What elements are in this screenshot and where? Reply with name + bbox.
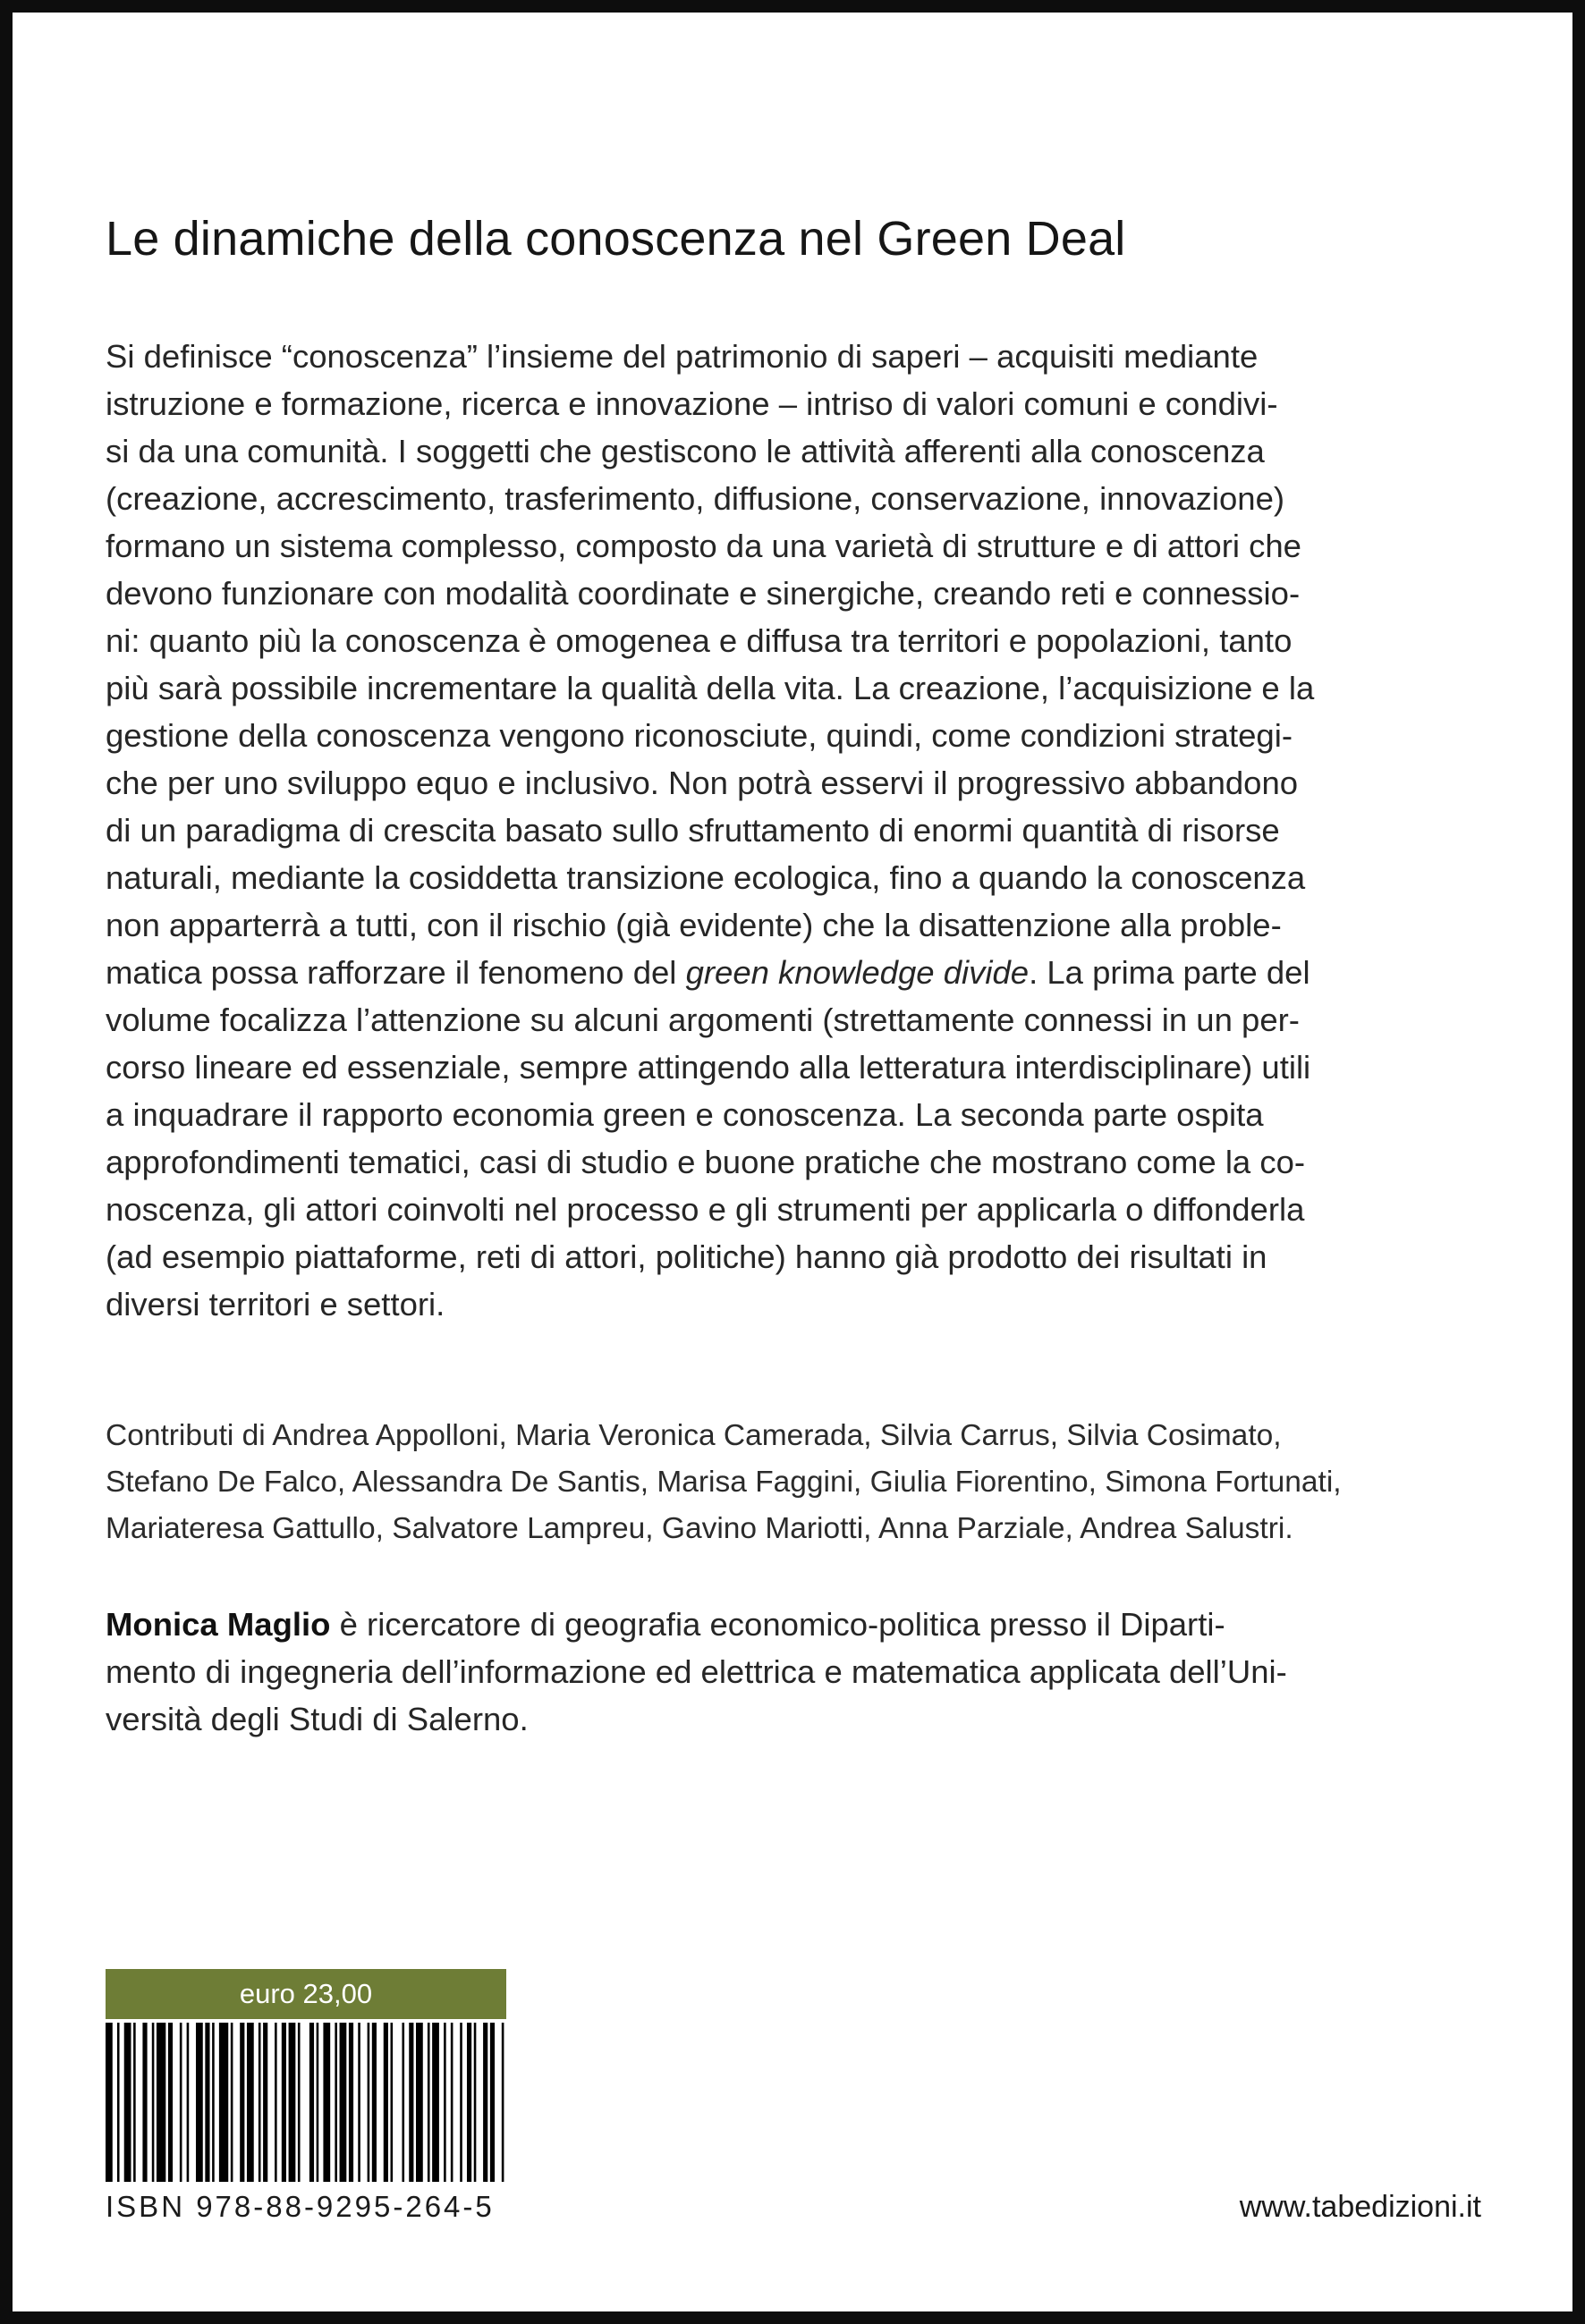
synopsis-line: devono funzionare con modalità coordinate e sinergiche, creando reti e connessio-: [106, 575, 1301, 612]
synopsis-line: più sarà possibile incrementare la qualità della vita. La creazione, l’acquisizione e la: [106, 670, 1315, 706]
synopsis-line: noscenza, gli attori coinvolti nel processo e gli strumenti per applicarla o diffonderla: [106, 1191, 1305, 1228]
barcode-bar: [106, 2023, 113, 2182]
barcode-bar: [263, 2023, 267, 2182]
synopsis-line: diversi territori e settori.: [106, 1286, 445, 1323]
barcode-bar: [428, 2023, 430, 2182]
barcode-bar: [358, 2023, 360, 2182]
synopsis-line: (ad esempio piattaforme, reti di attori, politiche) hanno già prodotto dei risultati in: [106, 1238, 1267, 1275]
barcode-bar: [416, 2023, 423, 2182]
barcode-bar: [432, 2023, 439, 2182]
synopsis-line: non apparterrà a tutti, con il rischio (già evidente) che la disattenzione alla proble-: [106, 907, 1282, 943]
barcode-bar: [402, 2023, 404, 2182]
barcode-bar: [391, 2023, 394, 2182]
barcode-bar: [180, 2023, 182, 2182]
synopsis-line: formano un sistema complesso, composto da una varietà di strutture e di attori che: [106, 528, 1301, 564]
barcode-bar: [196, 2023, 203, 2182]
barcode-bar: [259, 2023, 261, 2182]
synopsis-text: . La prima parte del: [1029, 954, 1310, 991]
barcode-bar: [335, 2023, 337, 2182]
author-bio-text: è ricercatore di geografia economico-politica presso il Diparti-: [330, 1606, 1225, 1643]
barcode-bar: [231, 2023, 233, 2182]
barcode-bar: [460, 2023, 462, 2182]
contributors-line: Contributi di Andrea Appolloni, Maria Veronica Camerada, Silvia Carrus, Silvia Cosimato,: [106, 1419, 1282, 1452]
barcode-bar: [349, 2023, 353, 2182]
italic-term: green knowledge divide: [685, 954, 1030, 991]
synopsis-line: naturali, mediante la cosiddetta transizione ecologica, fino a quando la conoscenza: [106, 859, 1306, 896]
synopsis-line: gestione della conoscenza vengono riconosciute, quindi, come condizioni strategi-: [106, 717, 1293, 754]
synopsis-line: ni: quanto più la conoscenza è omogenea e diffusa tra territori e popolazioni, tanto: [106, 622, 1293, 659]
barcode-bar: [340, 2023, 347, 2182]
barcode-bar: [168, 2023, 173, 2182]
barcode-bar: [142, 2023, 147, 2182]
barcode-bar: [282, 2023, 286, 2182]
barcode-bar: [298, 2023, 301, 2182]
price-label: euro 23,00: [106, 1969, 506, 2019]
publisher-website: www.tabedizioni.it: [1239, 2190, 1481, 2224]
barcode-bar: [157, 2023, 165, 2182]
barcode-bar: [317, 2023, 319, 2182]
synopsis-line: volume focalizza l’attenzione su alcuni argomenti (strettamente connessi in un per-: [106, 1001, 1300, 1038]
barcode-bar: [187, 2023, 190, 2182]
barcode-bar: [205, 2023, 209, 2182]
author-bio: [106, 1601, 1483, 1743]
synopsis: [106, 333, 1483, 1328]
contributors: [106, 1413, 1483, 1552]
barcode-bar: [409, 2023, 413, 2182]
synopsis-line: si da una comunità. I soggetti che gestiscono le attività afferenti alla conoscenza: [106, 433, 1265, 469]
synopsis-line: di un paradigma di crescita basato sullo sfruttamento di enormi quantità di risorse: [106, 812, 1280, 849]
barcode: [106, 2023, 506, 2182]
barcode-bar: [372, 2023, 377, 2182]
barcode-bar: [309, 2023, 314, 2182]
author-name: Monica Maglio: [106, 1606, 331, 1643]
barcode-bar: [490, 2023, 495, 2182]
synopsis-line-italic-phrase: [106, 949, 1483, 996]
author-bio-line: versità degli Studi di Salerno.: [106, 1701, 529, 1737]
barcode-bar: [240, 2023, 244, 2182]
barcode-bar: [133, 2023, 136, 2182]
barcode-bar: [247, 2023, 254, 2182]
barcode-bar: [444, 2023, 446, 2182]
synopsis-line: approfondimenti tematici, casi di studio e buone pratiche che mostrano come la co-: [106, 1144, 1306, 1180]
barcode-bar: [323, 2023, 330, 2182]
barcode-bar: [474, 2023, 477, 2182]
synopsis-line: corso lineare ed essenziale, sempre attingendo alla letteratura interdisciplinare) utili: [106, 1049, 1311, 1086]
barcode-bar: [117, 2023, 120, 2182]
author-bio-line: [106, 1601, 1483, 1648]
contributors-line: Mariateresa Gattullo, Salvatore Lampreu, Gavino Mariotti, Anna Parziale, Andrea Salustri.: [106, 1512, 1293, 1545]
barcode-bar: [467, 2023, 471, 2182]
contributors-line: Stefano De Falco, Alessandra De Santis, Marisa Faggini, Giulia Fiorentino, Simona Fortunati,: [106, 1466, 1342, 1499]
author-bio-line: mento di ingegneria dell’informazione ed elettrica e matematica applicata dell’Uni-: [106, 1653, 1287, 1690]
barcode-bar: [152, 2023, 155, 2182]
synopsis-line: Si definisce “conoscenza” l’insieme del patrimonio di saperi – acquisiti mediante: [106, 338, 1259, 375]
isbn-number: ISBN 978-88-9295-264-5: [106, 2190, 495, 2223]
barcode-bar: [451, 2023, 453, 2182]
barcode-bar: [124, 2023, 131, 2182]
barcode-bar: [275, 2023, 277, 2182]
barcode-bar: [219, 2023, 228, 2182]
book-title: Le dinamiche della conoscenza nel Green Deal: [106, 212, 1126, 266]
barcode-bar: [368, 2023, 370, 2182]
barcode-bar: [212, 2023, 215, 2182]
synopsis-line: (creazione, accrescimento, trasferimento, diffusione, conservazione, innovazione): [106, 480, 1285, 517]
barcode-bar: [483, 2023, 487, 2182]
barcode-bar: [289, 2023, 296, 2182]
synopsis-line: a inquadrare il rapporto economia green e conoscenza. La seconda parte ospita: [106, 1096, 1264, 1133]
barcode-bar: [502, 2023, 504, 2182]
synopsis-line: istruzione e formazione, ricerca e innovazione – intriso di valori comuni e condivi-: [106, 385, 1278, 422]
barcode-bar: [384, 2023, 388, 2182]
synopsis-text: matica possa rafforzare il fenomeno del: [106, 954, 686, 991]
synopsis-line: che per uno sviluppo equo e inclusivo. Non potrà esservi il progressivo abbandono: [106, 765, 1299, 801]
